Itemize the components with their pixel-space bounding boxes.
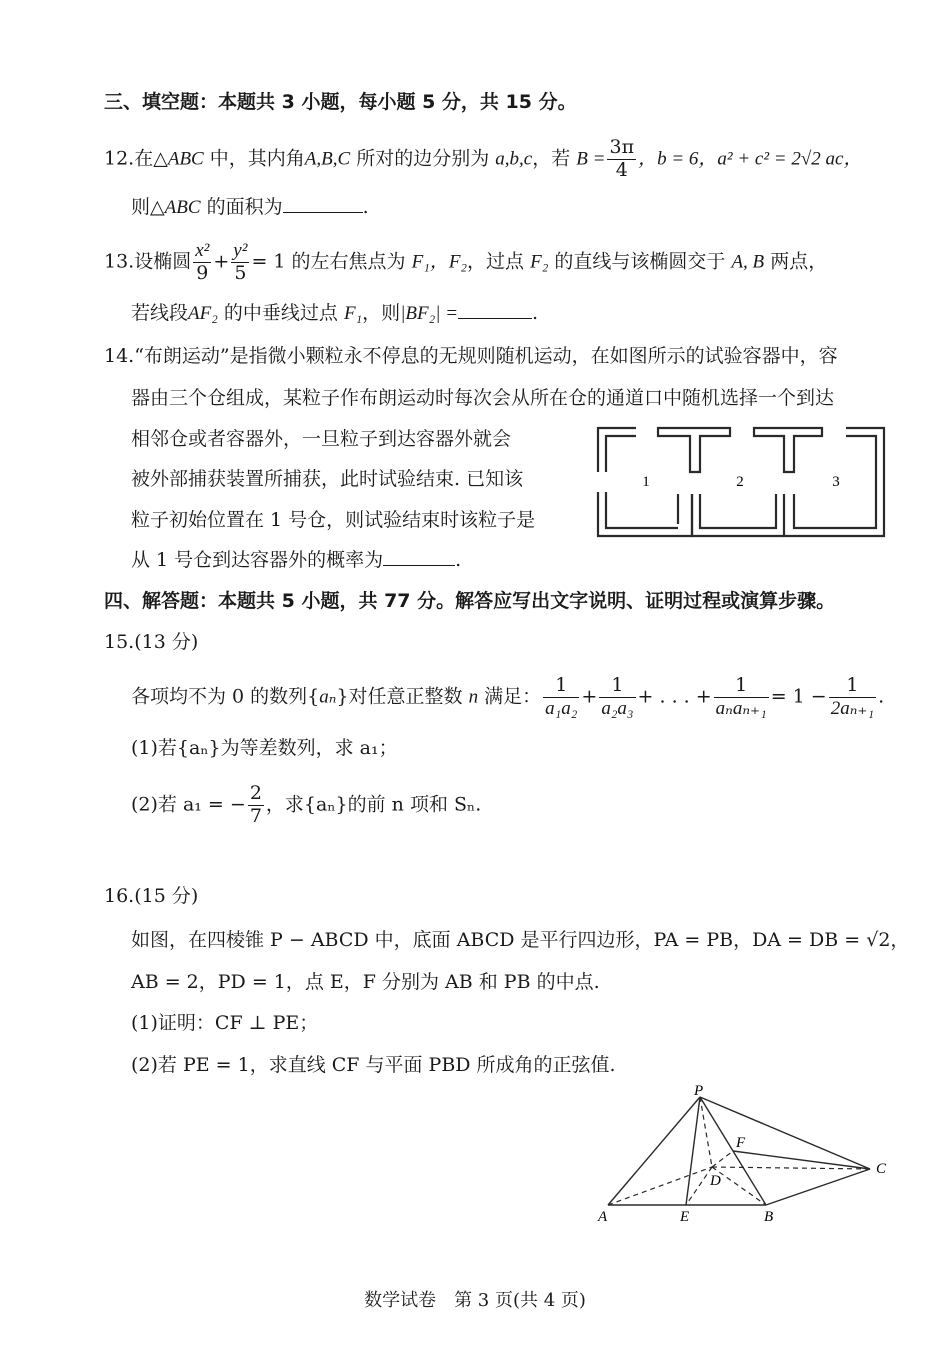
label-C: C — [876, 1161, 887, 1177]
q12-sides: a,b,c — [495, 148, 533, 170]
q12-number: 12. — [104, 147, 135, 170]
q15-rhs-num: 1 — [829, 675, 876, 698]
q15-text: 满足： — [484, 685, 542, 708]
q14-period: . — [455, 549, 462, 571]
q15-rhs-frac — [829, 675, 876, 720]
q16-header — [104, 887, 198, 906]
q15-period: . — [878, 685, 885, 708]
q15-term2-num: 1 — [599, 675, 635, 698]
q12-fraction — [607, 137, 636, 182]
q15-p2-den: 7 — [249, 804, 262, 827]
q13-fy-num: y² — [233, 240, 248, 261]
q15-part1: (1)若{aₙ}为等差数列，求 a₁； — [131, 737, 398, 759]
q12-text: ，若 — [532, 147, 571, 170]
q16-line1: 如图，在四棱锥 P − ABCD 中，底面 ABCD 是平行四边形，PA = PB，DA = DB = √2， — [131, 929, 910, 951]
label-P: P — [694, 1085, 704, 1099]
q12-text: 则△ — [131, 196, 165, 218]
q16-line2: AB = 2，PD = 1，点 E，F 分别为 AB 和 PB 的中点. — [131, 971, 600, 993]
q13-text: ，则 — [362, 302, 401, 324]
q15-termn-den: aₙaₙ₊₁ — [715, 697, 767, 719]
q12-answer-blank[interactable] — [283, 212, 363, 213]
q13-text: 的左右焦点为 — [291, 250, 406, 273]
q13-text: 的中垂线过点 — [223, 302, 338, 324]
q13-text: 的直线与该椭圆交于 — [554, 250, 726, 273]
q13-frac-x — [193, 240, 211, 285]
q16-part1: (1)证明：CF ⊥ PE； — [131, 1012, 319, 1034]
q15-termn-num: 1 — [714, 675, 769, 698]
q15-term1 — [543, 675, 579, 720]
section3-title: 三、填空题：本题共 3 小题，每小题 5 分，共 15 分。 — [104, 91, 577, 113]
q12-period: . — [362, 196, 369, 218]
label-A: A — [598, 1209, 608, 1225]
q12-angles: A,B,C — [304, 148, 351, 170]
q15-rhs: = 1 − — [770, 685, 827, 708]
q12-text: 在△ — [134, 147, 168, 170]
q15-rhs-den: 2aₙ₊₁ — [830, 697, 875, 719]
q15-text: 各项均不为 0 的数列{ — [131, 685, 320, 708]
q13-text: 设椭圆 — [134, 250, 192, 273]
q15-number: 15. — [104, 631, 135, 653]
container-diagram — [590, 422, 890, 544]
q14-number: 14. — [104, 345, 135, 367]
q13-text: ，过点 — [467, 250, 525, 273]
q15-text: ，求{aₙ}的前 n 项和 Sₙ. — [265, 793, 482, 816]
q12-line1 — [104, 137, 862, 182]
label-E: E — [680, 1209, 690, 1225]
q13-foci: F₁，F₂ — [411, 251, 468, 273]
q13-answer-blank[interactable] — [458, 318, 532, 319]
q12-text: 中，其内角 — [209, 147, 305, 170]
label-B: B — [764, 1209, 774, 1225]
q13-line2 — [131, 304, 538, 323]
q16-number: 16. — [104, 885, 135, 907]
top-divider-2 — [754, 428, 822, 472]
q14-line4: 被外部捕获装置所捕获，此时试验结束. 已知该 — [131, 468, 524, 490]
q15-header — [104, 633, 198, 652]
q12-frac-num: 3π — [609, 136, 635, 158]
q14-line6 — [131, 551, 461, 570]
q14-answer-blank[interactable] — [383, 565, 455, 566]
q13-line1 — [104, 240, 827, 285]
chamber-label-1: 1 — [642, 474, 650, 490]
q13-fx-num: x² — [195, 240, 210, 261]
q14-line2: 器由三个仓组成，某粒子作布朗运动时每次会从所在仓的通道口中随机选择一个到达 — [131, 387, 835, 409]
q12-line2 — [131, 198, 369, 217]
q13-frac-y — [231, 240, 249, 285]
q13-period: . — [532, 302, 539, 324]
q15-term1-num: 1 — [543, 675, 579, 698]
q15-term2 — [599, 675, 635, 720]
q15-text: (2)若 a₁ = − — [131, 793, 246, 816]
chamber-label-3: 3 — [832, 474, 840, 490]
q15-text: }对任意正整数 — [336, 685, 463, 708]
q12-conditions: ，b = 6，a² + c² = 2√2 ac， — [638, 148, 863, 170]
q15-score: (13 分) — [134, 631, 199, 653]
edge-DC — [712, 1167, 870, 1169]
q13-f1: F₁ — [343, 303, 363, 324]
q15-n: n — [468, 686, 479, 708]
q12-text: 所对的边分别为 — [356, 147, 490, 170]
q15-p2-frac — [248, 783, 264, 828]
bottom-divider — [692, 494, 784, 536]
q15-dots: + . . . + — [637, 685, 712, 708]
top-divider-1 — [658, 428, 730, 472]
q14-text: “布朗运动”是指微小颗粒永不停息的无规则随机运动，在如图所示的试验容器中，容 — [134, 345, 838, 367]
q13-bf2: |BF₂| = — [400, 303, 459, 324]
section4-title: 四、解答题：本题共 5 小题，共 77 分。解答应写出文字说明、证明过程或演算步骤。 — [104, 590, 836, 612]
q15-term1-den: a₁a₂ — [545, 697, 578, 719]
q14-line5: 粒子初始位置在 1 号仓，则试验结束时该粒子是 — [131, 509, 536, 531]
q15-term2-den: a₂a₃ — [601, 697, 634, 719]
q13-f2: F₂ — [530, 251, 549, 273]
q12-triangle: ABC — [167, 148, 204, 170]
q15-an: aₙ — [319, 686, 337, 708]
q13-text: 若线段 — [131, 302, 189, 324]
q14-line1 — [104, 347, 838, 366]
q13-number: 13. — [104, 250, 135, 273]
q13-fy-den: 5 — [234, 261, 247, 284]
pyramid-diagram — [590, 1085, 900, 1225]
chamber-label-2: 2 — [736, 474, 744, 490]
q16-score: (15 分) — [134, 885, 199, 907]
q13-eq: = 1 — [251, 250, 286, 273]
q13-af2: AF₂ — [188, 303, 218, 324]
q13-text: 两点， — [770, 250, 828, 273]
q15-p2-num: 2 — [249, 782, 262, 804]
edge-DF — [712, 1151, 733, 1167]
q15-stem: 各项均不为 0 的数列{aₙ}对任意正整数 n 满足： $\frac{1}{\text{a₁a₂}}$ + $\frac{1}{\text{a₂a₃}}$ + . . . + $\frac{1}{\text{aₙaₙ₊₁}}$ = 1 − $\frac{1}{\text{2aₙ₊₁}}$ . — [131, 674, 885, 719]
q15-termn — [714, 675, 769, 720]
q12-triangle: ABC — [164, 197, 201, 218]
label-F: F — [736, 1135, 746, 1151]
q12-frac-den: 4 — [615, 158, 628, 181]
q13-ab: A, B — [731, 251, 765, 273]
q16-part2: (2)若 PE = 1，求直线 CF 与平面 PBD 所成角的正弦值. — [131, 1054, 616, 1076]
q13-plus: + — [213, 250, 230, 273]
q13-fx-den: 9 — [196, 261, 209, 284]
q15-part2 — [131, 783, 481, 828]
edge-BC — [766, 1169, 870, 1205]
label-D: D — [710, 1173, 721, 1189]
q14-text: 从 1 号仓到达容器外的概率为 — [131, 549, 384, 571]
edge-PE — [686, 1097, 700, 1205]
page-footer: 数学试卷 第 3 页(共 4 页) — [364, 1290, 586, 1311]
q12-text: 的面积为 — [206, 196, 283, 218]
q12-B: B = — [576, 148, 606, 170]
q14-line3: 相邻仓或者容器外，一旦粒子到达容器外就会 — [131, 428, 512, 450]
